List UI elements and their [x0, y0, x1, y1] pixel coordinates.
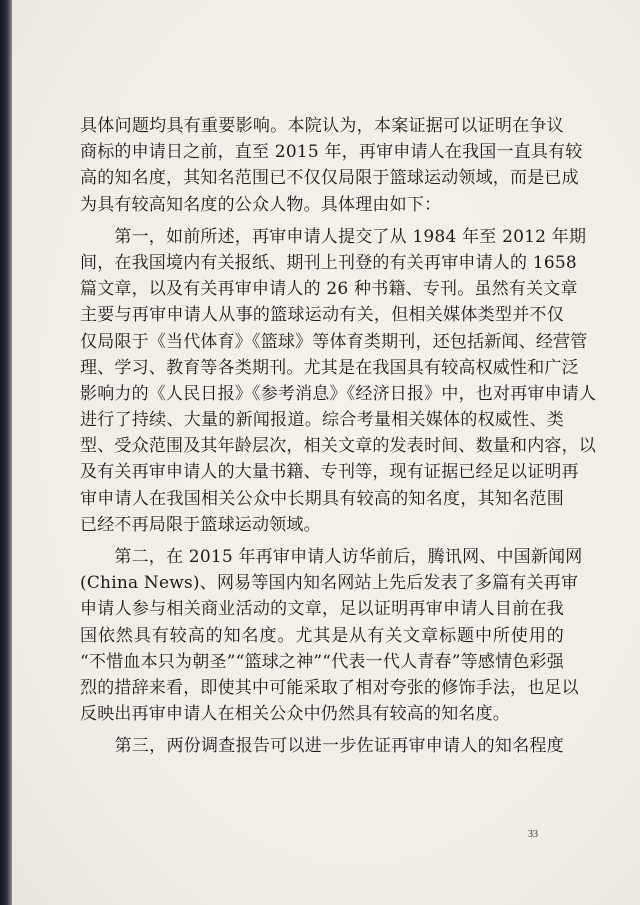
- text-line: 反映出再审申请人在相关公众中仍然具有较高的知名度。: [80, 704, 510, 725]
- text-line: 仅局限于《当代体育》《篮球》等体育类期刊，还包括新闻、经营管: [80, 331, 588, 352]
- text-line: 具体问题均具有重要影响。本院认为，本案证据可以证明在争议: [80, 116, 564, 136]
- text-line: 间，在我国境内有关报纸、期刊上刊登的有关再审申请人的 1658: [80, 252, 577, 273]
- binding-shadow: [0, 0, 12, 905]
- text-line: 第二，在 2015 年再审申请人访华前后，腾讯网、中国新闻网: [80, 547, 583, 567]
- text-line: (China News)、网易等国内知名网站上先后发表了多篇有关再审: [80, 573, 579, 594]
- paragraph-1: [80, 113, 583, 218]
- text-line: 国依然具有较高的知名度。尤其是从有关文章标题中所使用的: [80, 625, 564, 646]
- paragraph-3: [80, 544, 583, 727]
- text-line: 影响力的《人民日报》《参考消息》《经济日报》中，也对再审申请人: [80, 383, 597, 404]
- text-line: 已经不再局限于篮球运动领域。: [80, 514, 321, 535]
- text-line: 理、学习、教育等各类期刊。尤其是在我国具有较高权威性和广泛: [80, 357, 579, 378]
- text-line: “不惜血本只为朝圣”“篮球之神”“代表一代人青春”等感情色彩强: [80, 651, 564, 672]
- paragraph-4: [80, 733, 564, 759]
- text-line: 为具有较高知名度的公众人物。具体理由如下：: [80, 194, 442, 215]
- text-line: 篇文章，以及有关再审申请人的 26 种书籍、专刊。虽然有关文章: [80, 279, 578, 300]
- text-line: 烈的措辞来看，即使其中可能采取了相对夸张的修饰手法，也足以: [80, 677, 579, 698]
- body-text: [80, 113, 597, 760]
- text-line: 高的知名度，其知名范围已不仅仅局限于篮球运动领域，而是已成: [80, 168, 579, 189]
- paragraph-2: [80, 224, 597, 538]
- text-line: 商标的申请日之前，直至 2015 年，再审申请人在我国一直具有较: [80, 142, 583, 163]
- text-line: 进行了持续、大量的新闻报道。综合考量相关媒体的权威性、类: [80, 410, 564, 431]
- text-line: 主要与再审申请人从事的篮球运动有关，但相关媒体类型并不仅: [80, 305, 564, 326]
- page-number: 33: [528, 829, 538, 840]
- text-line: 及有关再审申请人的大量书籍、专刊等，现有证据已经足以证明再: [80, 462, 579, 483]
- text-line: 第三，两份调查报告可以进一步佐证再审申请人的知名程度: [80, 736, 564, 757]
- text-line: 型、受众范围及其年龄层次，相关文章的发表时间、数量和内容，以: [80, 436, 596, 457]
- text-line: 申请人参与相关商业活动的文章，足以证明再审申请人目前在我: [80, 599, 564, 620]
- text-line: 审申请人在我国相关公众中长期具有较高的知名度，其知名范围: [80, 488, 564, 509]
- text-line: 第一，如前所述，再审申请人提交了从 1984 年至 2012 年期: [80, 226, 587, 247]
